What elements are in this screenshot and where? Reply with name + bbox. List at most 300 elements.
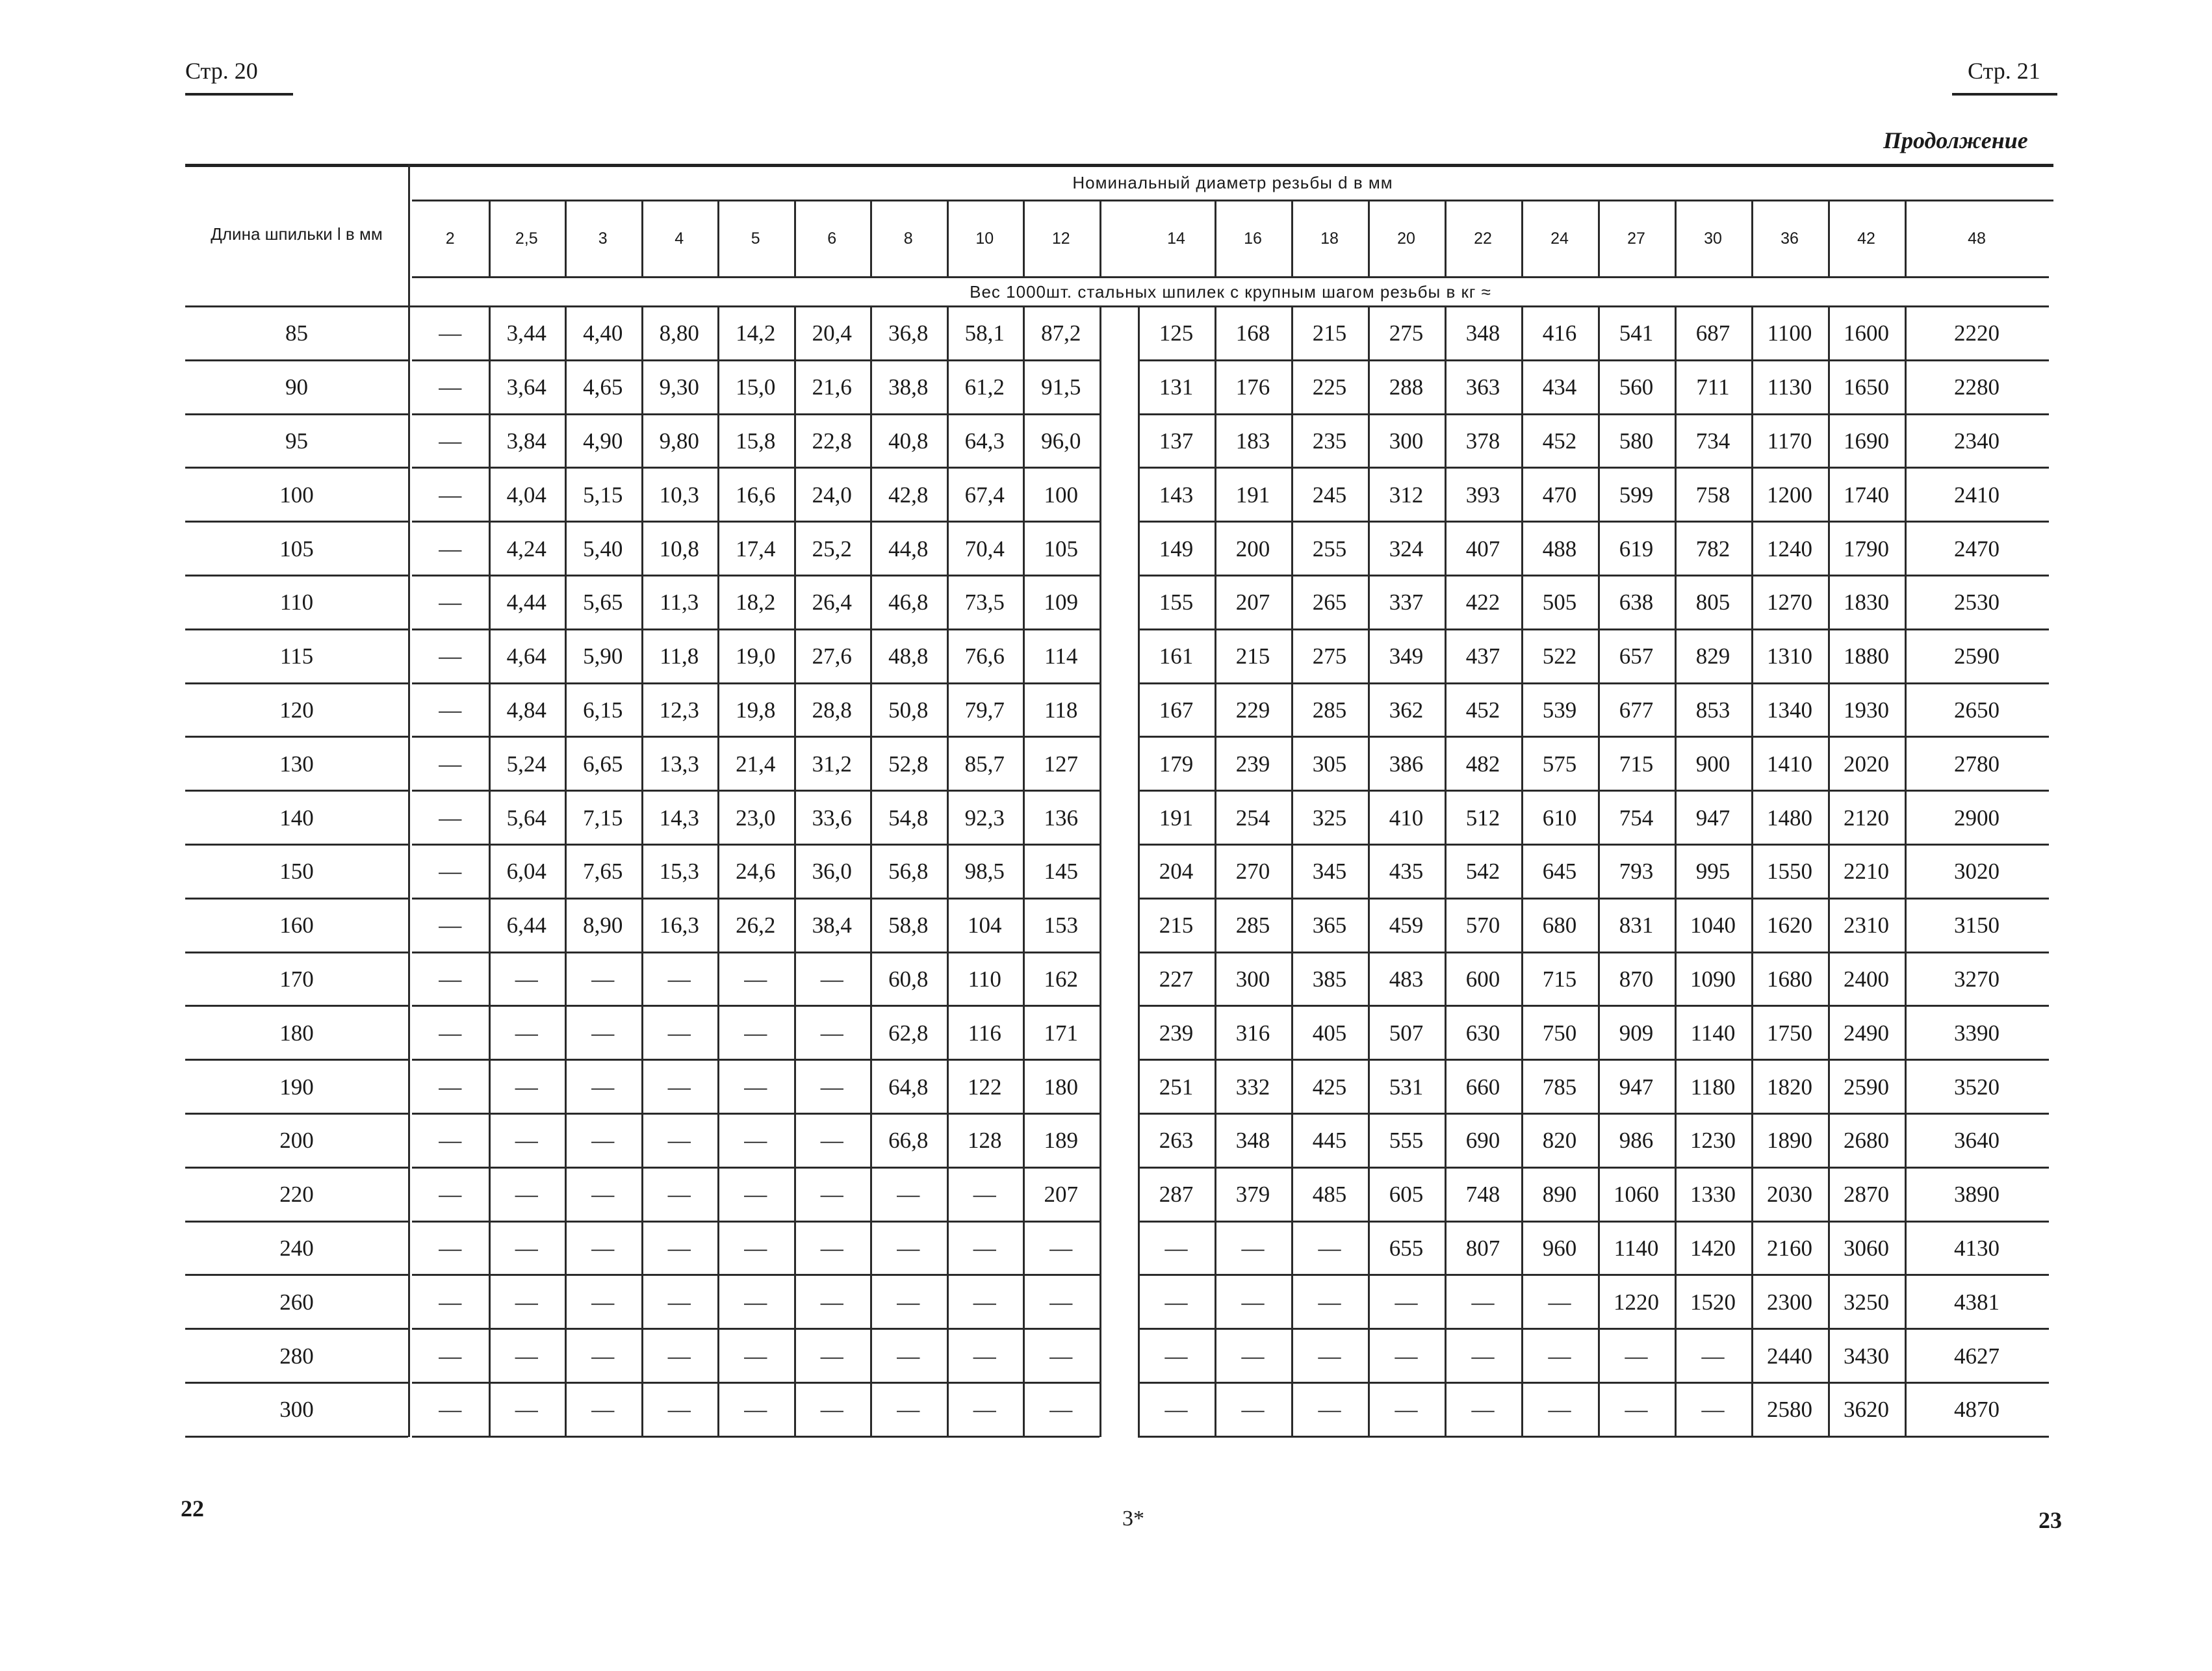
weight-cell: 5,40 [583, 536, 623, 562]
weight-cell: 1690 [1844, 428, 1889, 454]
weight-cell: 189 [1044, 1128, 1078, 1154]
weight-cell: 7,15 [583, 805, 623, 831]
diameter-header-cell: 8 [903, 229, 913, 248]
diameter-header-cell: 22 [1474, 229, 1492, 248]
weight-cell: — [1241, 1397, 1265, 1423]
weight-cell: 207 [1235, 589, 1270, 615]
weight-cell: — [897, 1397, 920, 1423]
weight-cell: 287 [1159, 1182, 1194, 1208]
weight-cell: — [439, 697, 462, 723]
weight-cell: — [744, 1182, 767, 1208]
weight-cell: 345 [1312, 859, 1347, 885]
weight-cell: 3,64 [506, 374, 547, 400]
weight-cell: — [1049, 1235, 1073, 1261]
weight-cell: 435 [1389, 859, 1424, 885]
length-cell: 260 [279, 1289, 314, 1315]
length-cell: 140 [279, 805, 314, 831]
diameter-header-cell: 27 [1627, 229, 1645, 248]
diameter-header-cell: 4 [675, 229, 684, 248]
weight-cell: 831 [1619, 913, 1654, 939]
footer-center-signature: 3* [1122, 1507, 1144, 1531]
weight-cell: 168 [1235, 320, 1270, 346]
weight-cell: 85,7 [964, 751, 1005, 777]
weight-cell: 4,44 [506, 589, 547, 615]
weight-cell: 26,4 [812, 589, 852, 615]
weight-cell: 305 [1312, 751, 1347, 777]
weight-cell: 3150 [1954, 913, 2000, 939]
length-cell: 200 [279, 1128, 314, 1154]
weight-cell: 599 [1619, 482, 1654, 508]
weight-cell: 2590 [1954, 643, 2000, 669]
weight-cell: — [1395, 1343, 1418, 1369]
weight-cell: 715 [1619, 751, 1654, 777]
weight-cell: 1230 [1690, 1128, 1736, 1154]
weight-cell: 793 [1619, 859, 1654, 885]
weight-cell: 416 [1542, 320, 1577, 346]
weight-cell: 2780 [1954, 751, 2000, 777]
weight-cell: 27,6 [812, 643, 852, 669]
weight-cell: 507 [1389, 1020, 1424, 1046]
weight-cell: 92,3 [964, 805, 1005, 831]
weight-cell: 687 [1695, 320, 1730, 346]
weight-cell: — [1241, 1289, 1265, 1315]
weight-cell: 285 [1312, 697, 1347, 723]
weight-cell: 254 [1235, 805, 1270, 831]
weight-cell: 44,8 [888, 536, 929, 562]
weight-cell: 104 [968, 913, 1002, 939]
weight-cell: — [744, 1128, 767, 1154]
weight-cell: 758 [1695, 482, 1730, 508]
weight-cell: 67,4 [964, 482, 1005, 508]
weight-cell: 24,0 [812, 482, 852, 508]
weight-cell: 452 [1542, 428, 1577, 454]
weight-cell: 6,04 [506, 859, 547, 885]
header-column-divider [565, 200, 567, 276]
weight-cell: 21,4 [736, 751, 776, 777]
weight-cell: — [1049, 1343, 1073, 1369]
weight-cell: 145 [1044, 859, 1078, 885]
weight-cell: 18,2 [736, 589, 776, 615]
weight-cell: — [744, 1343, 767, 1369]
length-cell: 180 [279, 1020, 314, 1046]
weight-cell: — [439, 859, 462, 885]
diameter-header-cell: 20 [1397, 229, 1415, 248]
weight-cell: 2400 [1844, 966, 1889, 992]
weight-cell: 2470 [1954, 536, 2000, 562]
length-cell: 115 [279, 643, 314, 669]
weight-cell: 316 [1235, 1020, 1270, 1046]
weight-cell: 61,2 [964, 374, 1005, 400]
weight-cell: 407 [1465, 536, 1500, 562]
weight-cell: 22,8 [812, 428, 852, 454]
weight-cell: 207 [1044, 1182, 1078, 1208]
weight-cell: 1600 [1844, 320, 1889, 346]
weight-cell: — [1164, 1289, 1188, 1315]
weight-cell: 26,2 [736, 913, 776, 939]
weight-cell: 8,90 [583, 913, 623, 939]
weight-cell: 2310 [1844, 913, 1889, 939]
weight-cell: 324 [1389, 536, 1424, 562]
weight-cell: — [591, 1397, 615, 1423]
length-cell: 280 [279, 1343, 314, 1369]
weight-cell: 191 [1159, 805, 1194, 831]
length-cell: 150 [279, 859, 314, 885]
weight-cell: 1410 [1767, 751, 1812, 777]
weight-cell: 337 [1389, 589, 1424, 615]
diameter-header-cell: 42 [1857, 229, 1875, 248]
weight-cell: 600 [1465, 966, 1500, 992]
weight-cell: 1040 [1690, 913, 1736, 939]
weight-cell: 3,84 [506, 428, 547, 454]
weight-cell: 890 [1542, 1182, 1577, 1208]
weight-cell: 5,90 [583, 643, 623, 669]
weight-cell: 657 [1619, 643, 1654, 669]
weight-cell: — [439, 751, 462, 777]
weight-cell: 422 [1465, 589, 1500, 615]
weight-cell: — [667, 1397, 691, 1423]
weight-cell: — [439, 805, 462, 831]
weight-cell: — [439, 536, 462, 562]
weight-cell: 136 [1044, 805, 1078, 831]
weight-cell: 1520 [1690, 1289, 1736, 1315]
weight-cell: 2160 [1767, 1235, 1812, 1261]
weight-cell: 58,8 [888, 913, 929, 939]
weight-cell: — [744, 1074, 767, 1100]
weight-cell: — [973, 1182, 996, 1208]
weight-cell: — [667, 1235, 691, 1261]
weight-cell: 690 [1465, 1128, 1500, 1154]
weight-cell: 605 [1389, 1182, 1424, 1208]
diameter-header-cell: 12 [1051, 229, 1070, 248]
weight-cell: 1140 [1614, 1235, 1659, 1261]
weight-cell: 215 [1312, 320, 1347, 346]
weight-cell: 176 [1235, 374, 1270, 400]
diameter-header-cell: 18 [1320, 229, 1339, 248]
weight-cell: — [820, 1397, 843, 1423]
weight-cell: — [591, 1074, 615, 1100]
weight-cell: 4,84 [506, 697, 547, 723]
weight-cell: 73,5 [964, 589, 1005, 615]
weight-cell: 91,5 [1041, 374, 1081, 400]
weight-cell: 6,65 [583, 751, 623, 777]
weight-cell: — [1471, 1397, 1495, 1423]
weight-cell: 23,0 [736, 805, 776, 831]
weight-cell: 900 [1695, 751, 1730, 777]
weight-cell: — [667, 1020, 691, 1046]
weight-cell: — [820, 1235, 843, 1261]
weight-cell: — [973, 1343, 996, 1369]
weight-cell: 76,6 [964, 643, 1005, 669]
weight-cell: — [744, 1289, 767, 1315]
weight-cell: — [1164, 1343, 1188, 1369]
diameter-header-cell: 2,5 [515, 229, 538, 248]
weight-cell: — [439, 913, 462, 939]
weight-cell: 3520 [1954, 1074, 2000, 1100]
weight-cell: 300 [1389, 428, 1424, 454]
weight-cell: — [1395, 1289, 1418, 1315]
weight-cell: 522 [1542, 643, 1577, 669]
weight-cell: 610 [1542, 805, 1577, 831]
weight-cell: 1090 [1690, 966, 1736, 992]
weight-cell: — [1164, 1235, 1188, 1261]
weight-cell: 255 [1312, 536, 1347, 562]
weight-cell: 56,8 [888, 859, 929, 885]
weight-cell: 16,6 [736, 482, 776, 508]
weight-cell: 62,8 [888, 1020, 929, 1046]
weight-cell: 1880 [1844, 643, 1889, 669]
diameter-header-cell: 3 [598, 229, 608, 248]
weight-cell: — [591, 1182, 615, 1208]
weight-cell: — [515, 1020, 538, 1046]
weight-cell: 2030 [1767, 1182, 1812, 1208]
weight-cell: — [515, 1289, 538, 1315]
weight-cell: 575 [1542, 751, 1577, 777]
weight-cell: — [515, 1235, 538, 1261]
weight-cell: 17,4 [736, 536, 776, 562]
weight-cell: 5,15 [583, 482, 623, 508]
weight-cell: 807 [1465, 1235, 1500, 1261]
weight-cell: 4381 [1954, 1289, 2000, 1315]
weight-cell: 179 [1159, 751, 1194, 777]
weight-cell: 782 [1695, 536, 1730, 562]
weight-cell: 1130 [1767, 374, 1812, 400]
weight-cell: 300 [1235, 966, 1270, 992]
weight-cell: — [1701, 1343, 1725, 1369]
header-column-divider [1023, 200, 1025, 276]
weight-cell: 750 [1542, 1020, 1577, 1046]
weight-cell: 555 [1389, 1128, 1424, 1154]
diameter-header-cell: 5 [751, 229, 760, 248]
weight-cell: — [1318, 1343, 1341, 1369]
length-cell: 190 [279, 1074, 314, 1100]
weight-cell: — [897, 1343, 920, 1369]
weight-cell: 137 [1159, 428, 1194, 454]
weight-cell: — [439, 374, 462, 400]
weight-cell: 542 [1465, 859, 1500, 885]
weight-cell: — [591, 1020, 615, 1046]
diameter-header-cell: 2 [445, 229, 455, 248]
weight-cell: 114 [1044, 643, 1078, 669]
header-column-divider [870, 200, 872, 276]
weight-cell: 12,3 [659, 697, 699, 723]
weight-cell: — [1318, 1397, 1341, 1423]
weight-cell: 153 [1044, 913, 1078, 939]
weight-cell: — [1625, 1343, 1648, 1369]
length-cell: 85 [285, 320, 308, 346]
weight-cell: 715 [1542, 966, 1577, 992]
weight-cell: 1740 [1844, 482, 1889, 508]
column-divider [1100, 307, 1101, 1437]
weight-cell: — [1395, 1397, 1418, 1423]
header-column-divider [947, 200, 949, 276]
weight-cell: 960 [1542, 1235, 1577, 1261]
weight-cell: 251 [1159, 1074, 1194, 1100]
weight-cell: 128 [968, 1128, 1002, 1154]
weight-cell: 2300 [1767, 1289, 1812, 1315]
weight-cell: 711 [1696, 374, 1730, 400]
weight-cell: 239 [1159, 1020, 1194, 1046]
weight-cell: — [1471, 1289, 1495, 1315]
weight-cell: 986 [1619, 1128, 1654, 1154]
weight-cell: — [820, 1128, 843, 1154]
weight-cell: 52,8 [888, 751, 929, 777]
weight-cell: 734 [1695, 428, 1730, 454]
weight-cell: — [515, 1128, 538, 1154]
weight-cell: 386 [1389, 751, 1424, 777]
weight-cell: 1420 [1690, 1235, 1736, 1261]
weight-cell: 483 [1389, 966, 1424, 992]
weight-cell: 425 [1312, 1074, 1347, 1100]
weight-cell: — [820, 1289, 843, 1315]
weight-cell: — [820, 1343, 843, 1369]
header-column-divider [1100, 200, 1101, 276]
weight-cell: 4870 [1954, 1397, 2000, 1423]
weight-cell: 1140 [1690, 1020, 1736, 1046]
weight-cell: — [1164, 1397, 1188, 1423]
weight-cell: 143 [1159, 482, 1194, 508]
weight-cell: 393 [1465, 482, 1500, 508]
weight-cell: 378 [1465, 428, 1500, 454]
weight-cell: 512 [1465, 805, 1500, 831]
weight-cell: 4130 [1954, 1235, 2000, 1261]
weight-cell: 541 [1619, 320, 1654, 346]
weight-cell: 1180 [1690, 1074, 1736, 1100]
weight-cell: — [973, 1289, 996, 1315]
weight-cell: 1270 [1767, 589, 1812, 615]
weight-cell: 14,3 [659, 805, 699, 831]
weight-cell: 38,8 [888, 374, 929, 400]
weight-cell: — [515, 1182, 538, 1208]
weight-cell: 405 [1312, 1020, 1347, 1046]
weight-cell: 1650 [1844, 374, 1889, 400]
weight-cell: 947 [1695, 805, 1730, 831]
weight-cell: 630 [1465, 1020, 1500, 1046]
weight-cell: 531 [1389, 1074, 1424, 1100]
weight-cell: 1340 [1767, 697, 1812, 723]
weight-cell: 1220 [1614, 1289, 1659, 1315]
weight-cell: 805 [1695, 589, 1730, 615]
weight-cell: 229 [1235, 697, 1270, 723]
length-cell: 170 [279, 966, 314, 992]
weight-cell: 11,8 [660, 643, 699, 669]
weight-cell: 40,8 [888, 428, 929, 454]
weight-cell: 31,2 [812, 751, 852, 777]
weight-cell: — [897, 1235, 920, 1261]
weight-cell: 36,0 [812, 859, 852, 885]
weight-cell: 870 [1619, 966, 1654, 992]
weight-cell: 25,2 [812, 536, 852, 562]
weight-cell: — [439, 1128, 462, 1154]
weight-cell: 5,24 [506, 751, 547, 777]
weight-cell: 270 [1235, 859, 1270, 885]
diameter-header-cell: 24 [1550, 229, 1569, 248]
weight-cell: 215 [1159, 913, 1194, 939]
weight-cell: — [439, 428, 462, 454]
weight-cell: 227 [1159, 966, 1194, 992]
weight-cell: — [1049, 1289, 1073, 1315]
weight-cell: 10,8 [659, 536, 699, 562]
weight-cell: 677 [1619, 697, 1654, 723]
length-cell: 160 [279, 913, 314, 939]
weight-cell: — [439, 1020, 462, 1046]
weight-cell: — [667, 966, 691, 992]
weight-cell: 909 [1619, 1020, 1654, 1046]
weight-cell: — [820, 1074, 843, 1100]
weight-cell: 470 [1542, 482, 1577, 508]
weight-cell: 748 [1465, 1182, 1500, 1208]
weight-cell: 288 [1389, 374, 1424, 400]
weight-cell: 619 [1619, 536, 1654, 562]
weight-cell: 349 [1389, 643, 1424, 669]
weight-cell: 38,4 [812, 913, 852, 939]
weight-cell: — [820, 1020, 843, 1046]
weight-cell: — [439, 320, 462, 346]
weight-cell: — [1548, 1289, 1571, 1315]
weight-cell: 1100 [1767, 320, 1812, 346]
weight-cell: 2120 [1844, 805, 1889, 831]
weight-cell: 20,4 [812, 320, 852, 346]
header-column-divider [717, 200, 719, 276]
weight-cell: 4,65 [583, 374, 623, 400]
weight-cell: 8,80 [659, 320, 699, 346]
weight-cell: 3430 [1844, 1343, 1889, 1369]
weight-cell: 155 [1159, 589, 1194, 615]
length-cell: 90 [285, 374, 308, 400]
weight-cell: 2580 [1767, 1397, 1812, 1423]
weight-cell: 33,6 [812, 805, 852, 831]
weight-cell: 947 [1619, 1074, 1654, 1100]
weight-cell: 4,04 [506, 482, 547, 508]
weight-cell: 1170 [1767, 428, 1812, 454]
weight-cell: 2490 [1844, 1020, 1889, 1046]
header-column-divider [1828, 200, 1830, 276]
weight-cell: 245 [1312, 482, 1347, 508]
weight-cell: 265 [1312, 589, 1347, 615]
weight-cell: 15,8 [736, 428, 776, 454]
weight-cell: 482 [1465, 751, 1500, 777]
weight-cell: 64,8 [888, 1074, 929, 1100]
weight-cell: 5,65 [583, 589, 623, 615]
weight-cell: 660 [1465, 1074, 1500, 1100]
diameter-header-cell: 36 [1781, 229, 1799, 248]
weight-cell: — [439, 966, 462, 992]
weight-cell: — [1318, 1235, 1341, 1261]
weight-cell: 452 [1465, 697, 1500, 723]
weight-cell: 4,64 [506, 643, 547, 669]
weight-cell: 7,65 [583, 859, 623, 885]
weight-cell: — [667, 1289, 691, 1315]
weight-cell: 162 [1044, 966, 1078, 992]
weight-cell: 505 [1542, 589, 1577, 615]
length-cell: 110 [279, 589, 314, 615]
weight-cell: — [1049, 1397, 1073, 1423]
weight-cell: 42,8 [888, 482, 929, 508]
weight-cell: — [897, 1289, 920, 1315]
weight-cell: 9,80 [659, 428, 699, 454]
weight-cell: 11,3 [660, 589, 699, 615]
length-column-header: Длина шпильки l в мм [211, 224, 383, 244]
weight-cell: 64,3 [964, 428, 1005, 454]
weight-cell: 263 [1159, 1128, 1194, 1154]
weight-cell: 434 [1542, 374, 1577, 400]
weight-cell: 125 [1159, 320, 1194, 346]
weight-cell: 325 [1312, 805, 1347, 831]
weight-cell: 2340 [1954, 428, 2000, 454]
weight-cell: 131 [1159, 374, 1194, 400]
weight-cell: 853 [1695, 697, 1730, 723]
weight-cell: 4627 [1954, 1343, 2000, 1369]
weight-cell: 820 [1542, 1128, 1577, 1154]
